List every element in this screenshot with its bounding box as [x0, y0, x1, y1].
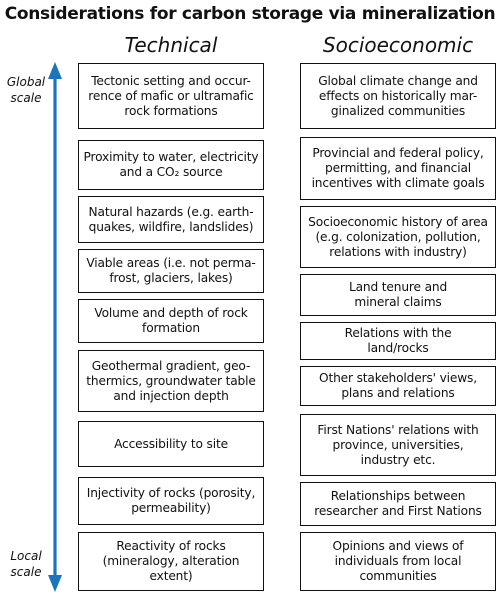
technical-box-line: and a CO₂ source: [119, 165, 223, 179]
socioeconomic-box-line: Relationships between: [330, 489, 466, 503]
socioeconomic-box-line: First Nations' relations with: [317, 422, 479, 437]
diagram-title: Considerations for carbon storage via mineralization: [4, 4, 496, 24]
technical-box-text: [94, 306, 247, 336]
socioeconomic-box-line: plans and relations: [341, 386, 455, 400]
global-scale-label-line: scale: [10, 91, 42, 105]
technical-box-4: [78, 249, 264, 293]
socioeconomic-box-text: [349, 280, 447, 310]
socioeconomic-box-line: communities: [359, 569, 437, 583]
socioeconomic-box-line: permitting, and financial: [324, 161, 472, 175]
local-scale-label-line: scale: [10, 565, 42, 579]
socioeconomic-box-line: Opinions and views of: [332, 539, 464, 553]
technical-box-line: quakes, wildfire, landslides): [88, 219, 254, 234]
socioeconomic-box-text: [333, 539, 464, 584]
technical-box-line: Geothermal gradient, geo-: [91, 358, 251, 373]
technical-box-text: [103, 539, 240, 584]
socioeconomic-box-3: [300, 206, 496, 268]
socioeconomic-box-text: [308, 215, 488, 260]
scale-arrow-head-down: [48, 575, 62, 592]
technical-box-line: rence of mafic or ultramafic: [88, 88, 254, 103]
socioeconomic-box-line: ginalized communities: [330, 103, 466, 118]
socioeconomic-box-text: [317, 423, 478, 468]
technical-box-line: permeability): [131, 501, 211, 515]
socioeconomic-box-line: researcher and First Nations: [314, 504, 482, 518]
socioeconomic-box-line: (e.g. colonization, pollution,: [315, 229, 481, 244]
technical-box-text: [88, 74, 253, 119]
technical-box-line: (mineralogy, alteration: [102, 554, 240, 568]
technical-box-line: Natural hazards (e.g. earth-: [88, 204, 254, 219]
technical-box-line: Accessibility to site: [114, 436, 228, 451]
socioeconomic-box-9: [300, 532, 496, 591]
socioeconomic-box-line: Land tenure and: [348, 280, 448, 294]
technical-box-line: Volume and depth of rock: [94, 306, 248, 320]
technical-box-5: [78, 299, 264, 343]
technical-box-8: [78, 477, 264, 525]
technical-box-text: [89, 205, 254, 235]
socioeconomic-box-line: Socioeconomic history of area: [308, 214, 488, 229]
technical-box-text: [86, 359, 255, 404]
socioeconomic-box-line: province, universities,: [332, 437, 464, 452]
socioeconomic-column-heading: Socioeconomic: [322, 33, 474, 57]
scale-arrow-head-up: [48, 62, 62, 79]
socioeconomic-box-5: [300, 322, 496, 360]
socioeconomic-box-text: [319, 371, 477, 401]
technical-box-text: [114, 437, 228, 452]
global-scale-label-line: Global: [6, 75, 46, 89]
socioeconomic-box-line: land/rocks: [367, 341, 429, 355]
technical-box-line: extent): [149, 569, 193, 583]
technical-box-text: [87, 486, 255, 516]
socioeconomic-box-line: Other stakeholders' views,: [319, 371, 477, 385]
technical-box-line: Proximity to water, electricity: [83, 150, 259, 164]
socioeconomic-box-line: relations with industry): [329, 244, 467, 259]
socioeconomic-box-1: [300, 63, 496, 129]
technical-box-3: [78, 196, 264, 243]
socioeconomic-box-text: [345, 326, 452, 356]
socioeconomic-box-8: [300, 482, 496, 526]
socioeconomic-box-4: [300, 274, 496, 316]
technical-box-text: [84, 150, 259, 180]
technical-box-2: [78, 140, 264, 190]
socioeconomic-box-6: [300, 366, 496, 406]
technical-box-line: thermics, groundwater table: [86, 373, 256, 388]
technical-box-line: and injection depth: [113, 388, 229, 403]
socioeconomic-box-line: Provincial and federal policy,: [312, 146, 484, 160]
technical-box-line: formation: [142, 321, 200, 335]
technical-box-line: Viable areas (i.e. not perma-: [86, 256, 256, 270]
technical-box-line: frost, glaciers, lakes): [109, 271, 233, 285]
local-scale-label-line: Local: [10, 549, 42, 563]
technical-box-9: [78, 532, 264, 591]
socioeconomic-box-7: [300, 414, 496, 476]
socioeconomic-box-line: individuals from local: [334, 554, 462, 568]
technical-box-1: [78, 63, 264, 129]
socioeconomic-box-text: [318, 74, 478, 119]
technical-column-heading: Technical: [124, 33, 218, 57]
socioeconomic-box-line: industry etc.: [360, 452, 436, 467]
technical-box-line: rock formations: [124, 103, 218, 118]
socioeconomic-box-line: mineral claims: [354, 295, 442, 309]
technical-box-line: Injectivity of rocks (porosity,: [86, 486, 256, 500]
socioeconomic-box-text: [312, 146, 485, 191]
socioeconomic-box-text: [314, 489, 482, 519]
technical-box-text: [86, 256, 255, 286]
technical-box-line: Reactivity of rocks: [116, 539, 226, 553]
technical-box-6: [78, 350, 264, 412]
socioeconomic-box-line: Global climate change and: [318, 73, 478, 88]
socioeconomic-box-2: [300, 137, 496, 200]
scale-arrow-icon: [44, 62, 66, 592]
socioeconomic-box-line: Relations with the: [344, 326, 452, 340]
technical-box-7: [78, 421, 264, 467]
technical-box-line: Tectonic setting and occur-: [91, 73, 251, 88]
socioeconomic-box-line: incentives with climate goals: [311, 176, 485, 190]
socioeconomic-box-line: effects on historically mar-: [318, 88, 478, 103]
